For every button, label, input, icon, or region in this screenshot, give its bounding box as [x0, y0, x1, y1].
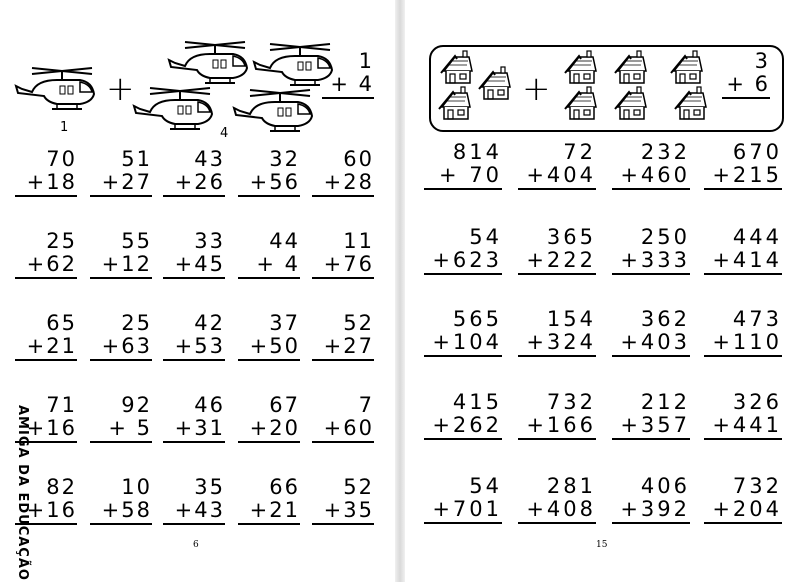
header-sum-top: 1: [358, 49, 374, 73]
count-label-a: 1: [60, 120, 69, 135]
sum-line: [518, 355, 596, 357]
sum-line: [312, 195, 374, 197]
sum-line: [163, 195, 225, 197]
addend-bottom: +414: [712, 248, 782, 272]
addend-top: 44: [269, 229, 300, 253]
addend-top: 365: [546, 225, 596, 249]
addend-top: 670: [732, 140, 782, 164]
addend-top: 82: [46, 475, 77, 499]
header-sum: [722, 50, 770, 99]
addition-problem: [424, 141, 502, 190]
sum-line: [238, 195, 300, 197]
addition-problem: [163, 476, 225, 525]
addend-top: 65: [46, 311, 77, 335]
addend-bottom: +35: [323, 498, 374, 522]
addend-top: 32: [269, 147, 300, 171]
addition-problem: [704, 475, 782, 524]
addition-problem: [312, 148, 374, 197]
addend-top: 35: [194, 475, 225, 499]
addition-problem: [424, 226, 502, 275]
addend-bottom: +62: [26, 252, 77, 276]
addend-bottom: +53: [174, 334, 225, 358]
sum-line: [424, 522, 502, 524]
addend-top: 565: [452, 307, 502, 331]
addend-bottom: +333: [620, 248, 690, 272]
sum-line: [238, 441, 300, 443]
addition-problem: [518, 391, 596, 440]
header-sum: [322, 50, 374, 99]
sum-line: [238, 523, 300, 525]
addend-bottom: +63: [101, 334, 152, 358]
helicopter-icon: [169, 42, 247, 83]
addition-problem: [612, 391, 690, 440]
helicopter-icon: [134, 88, 212, 129]
sum-line: [90, 523, 152, 525]
addend-bottom: +441: [712, 413, 782, 437]
addend-bottom: +324: [526, 330, 596, 354]
addition-problem: [163, 148, 225, 197]
addend-bottom: +623: [432, 248, 502, 272]
addition-problem: [15, 312, 77, 361]
addend-bottom: +404: [526, 163, 596, 187]
addend-bottom: +50: [249, 334, 300, 358]
sum-line: [90, 441, 152, 443]
addition-problem: [238, 148, 300, 197]
addition-problem: [312, 230, 374, 279]
addend-top: 406: [640, 474, 690, 498]
sum-line: [312, 359, 374, 361]
addition-problem: [424, 475, 502, 524]
addend-top: 362: [640, 307, 690, 331]
addend-bottom: +12: [101, 252, 152, 276]
addend-top: 25: [121, 311, 152, 335]
addend-top: 11: [343, 229, 374, 253]
plus-sign: +: [106, 69, 135, 109]
addition-problem: [90, 476, 152, 525]
addend-bottom: +27: [101, 170, 152, 194]
addend-bottom: +262: [432, 413, 502, 437]
addend-bottom: +18: [26, 170, 77, 194]
addend-bottom: +110: [712, 330, 782, 354]
addend-top: 46: [194, 393, 225, 417]
sum-line: [163, 359, 225, 361]
addition-problem: [704, 308, 782, 357]
addend-bottom: +104: [432, 330, 502, 354]
house-icon: [565, 87, 596, 119]
sum-line: [424, 355, 502, 357]
addition-problem: [518, 141, 596, 190]
house-icon: [671, 51, 702, 83]
addend-bottom: +58: [101, 498, 152, 522]
addend-bottom: + 70: [439, 163, 502, 187]
header-sum-bottom: + 6: [726, 72, 770, 96]
house-icon: [675, 87, 706, 119]
addend-top: 37: [269, 311, 300, 335]
addend-bottom: +215: [712, 163, 782, 187]
sum-line: [163, 277, 225, 279]
addend-top: 66: [269, 475, 300, 499]
sum-line: [312, 441, 374, 443]
house-icon: [615, 87, 646, 119]
addend-bottom: +21: [26, 334, 77, 358]
addend-top: 250: [640, 225, 690, 249]
addend-top: 732: [546, 390, 596, 414]
addend-bottom: +204: [712, 497, 782, 521]
addend-bottom: +20: [249, 416, 300, 440]
sum-line: [704, 522, 782, 524]
sum-line: [90, 195, 152, 197]
sum-line: [312, 523, 374, 525]
addend-top: 52: [343, 475, 374, 499]
sum-line: [163, 523, 225, 525]
addend-top: 43: [194, 147, 225, 171]
addend-top: 54: [469, 225, 502, 249]
addend-top: 444: [732, 225, 782, 249]
header-sum-top: 3: [754, 49, 770, 73]
addend-bottom: +408: [526, 497, 596, 521]
addition-problem: [424, 391, 502, 440]
addition-problem: [238, 230, 300, 279]
addend-top: 10: [121, 475, 152, 499]
sum-line: [704, 188, 782, 190]
addend-bottom: +56: [249, 170, 300, 194]
addend-bottom: +460: [620, 163, 690, 187]
addend-bottom: +166: [526, 413, 596, 437]
addition-problem: [704, 226, 782, 275]
addend-bottom: +222: [526, 248, 596, 272]
sum-line: [612, 355, 690, 357]
addition-problem: [518, 308, 596, 357]
page-number-right: 15: [596, 540, 608, 550]
addend-bottom: +45: [174, 252, 225, 276]
addition-problem: [612, 226, 690, 275]
addition-problem: [90, 312, 152, 361]
addend-bottom: +21: [249, 498, 300, 522]
addition-problem: [90, 148, 152, 197]
addend-bottom: +43: [174, 498, 225, 522]
addend-top: 51: [121, 147, 152, 171]
helicopter-icon: [234, 90, 312, 131]
sum-line: [612, 522, 690, 524]
addend-bottom: +76: [323, 252, 374, 276]
addend-top: 60: [343, 147, 374, 171]
helicopter-icon: [16, 68, 94, 109]
addition-problem: [238, 476, 300, 525]
book-gutter: [395, 0, 405, 582]
addition-problem: [704, 391, 782, 440]
sum-line: [722, 97, 770, 99]
addend-top: 25: [46, 229, 77, 253]
addend-top: 52: [343, 311, 374, 335]
addition-problem: [612, 308, 690, 357]
addend-bottom: +28: [323, 170, 374, 194]
helicopter-icon: [254, 44, 332, 85]
sum-line: [518, 438, 596, 440]
addend-top: 473: [732, 307, 782, 331]
page-number-left: 6: [193, 540, 199, 550]
sum-line: [704, 273, 782, 275]
addition-problem: [518, 226, 596, 275]
house-icon: [479, 67, 510, 99]
addend-bottom: +26: [174, 170, 225, 194]
addition-problem: [312, 394, 374, 443]
addition-problem: [612, 141, 690, 190]
addition-problem: [90, 394, 152, 443]
sum-line: [322, 97, 374, 99]
addition-problem: [424, 308, 502, 357]
addition-problem: [15, 148, 77, 197]
addend-top: 92: [121, 393, 152, 417]
addend-bottom: + 4: [256, 252, 300, 276]
addend-top: 72: [563, 140, 596, 164]
publisher-side-text: AMIGA DA EDUCAÇÃO: [15, 405, 30, 581]
addition-problem: [90, 230, 152, 279]
sum-line: [312, 277, 374, 279]
addend-top: 55: [121, 229, 152, 253]
addition-problem: [312, 312, 374, 361]
addend-bottom: +16: [26, 498, 77, 522]
sum-line: [238, 277, 300, 279]
count-label-b: 4: [220, 126, 229, 141]
sum-line: [90, 277, 152, 279]
sum-line: [518, 188, 596, 190]
sum-line: [15, 277, 77, 279]
addition-problem: [238, 312, 300, 361]
house-icon: [615, 51, 646, 83]
addend-bottom: +403: [620, 330, 690, 354]
sum-line: [90, 359, 152, 361]
addition-problem: [518, 475, 596, 524]
addition-problem: [163, 312, 225, 361]
addend-top: 54: [469, 474, 502, 498]
addend-bottom: +701: [432, 497, 502, 521]
sum-line: [424, 188, 502, 190]
addend-top: 326: [732, 390, 782, 414]
sum-line: [518, 273, 596, 275]
addend-top: 281: [546, 474, 596, 498]
sum-line: [612, 188, 690, 190]
header-sum-bottom: + 4: [330, 72, 374, 96]
addend-top: 154: [546, 307, 596, 331]
addend-bottom: +31: [174, 416, 225, 440]
house-icon: [565, 51, 596, 83]
addend-top: 232: [640, 140, 690, 164]
addend-top: 42: [194, 311, 225, 335]
addend-bottom: +16: [26, 416, 77, 440]
sum-line: [704, 355, 782, 357]
addend-top: 415: [452, 390, 502, 414]
house-icon: [441, 51, 472, 83]
sum-line: [704, 438, 782, 440]
addend-top: 33: [194, 229, 225, 253]
addition-problem: [312, 476, 374, 525]
addend-bottom: +60: [323, 416, 374, 440]
addend-top: 7: [358, 393, 374, 417]
sum-line: [518, 522, 596, 524]
addend-top: 732: [732, 474, 782, 498]
sum-line: [612, 273, 690, 275]
addend-bottom: +357: [620, 413, 690, 437]
sum-line: [163, 441, 225, 443]
addend-top: 70: [46, 147, 77, 171]
addition-problem: [163, 394, 225, 443]
addend-top: 67: [269, 393, 300, 417]
addition-problem: [704, 141, 782, 190]
sum-line: [424, 273, 502, 275]
addend-bottom: +392: [620, 497, 690, 521]
house-icon: [439, 87, 470, 119]
sum-line: [424, 438, 502, 440]
addend-top: 71: [46, 393, 77, 417]
addition-problem: [612, 475, 690, 524]
sum-line: [15, 359, 77, 361]
sum-line: [238, 359, 300, 361]
sum-line: [15, 195, 77, 197]
sum-line: [612, 438, 690, 440]
addition-problem: [238, 394, 300, 443]
addend-top: 212: [640, 390, 690, 414]
addition-problem: [163, 230, 225, 279]
addend-bottom: + 5: [108, 416, 152, 440]
addition-problem: [15, 230, 77, 279]
addend-top: 814: [452, 140, 502, 164]
addend-bottom: +27: [323, 334, 374, 358]
plus-sign: +: [522, 69, 551, 109]
